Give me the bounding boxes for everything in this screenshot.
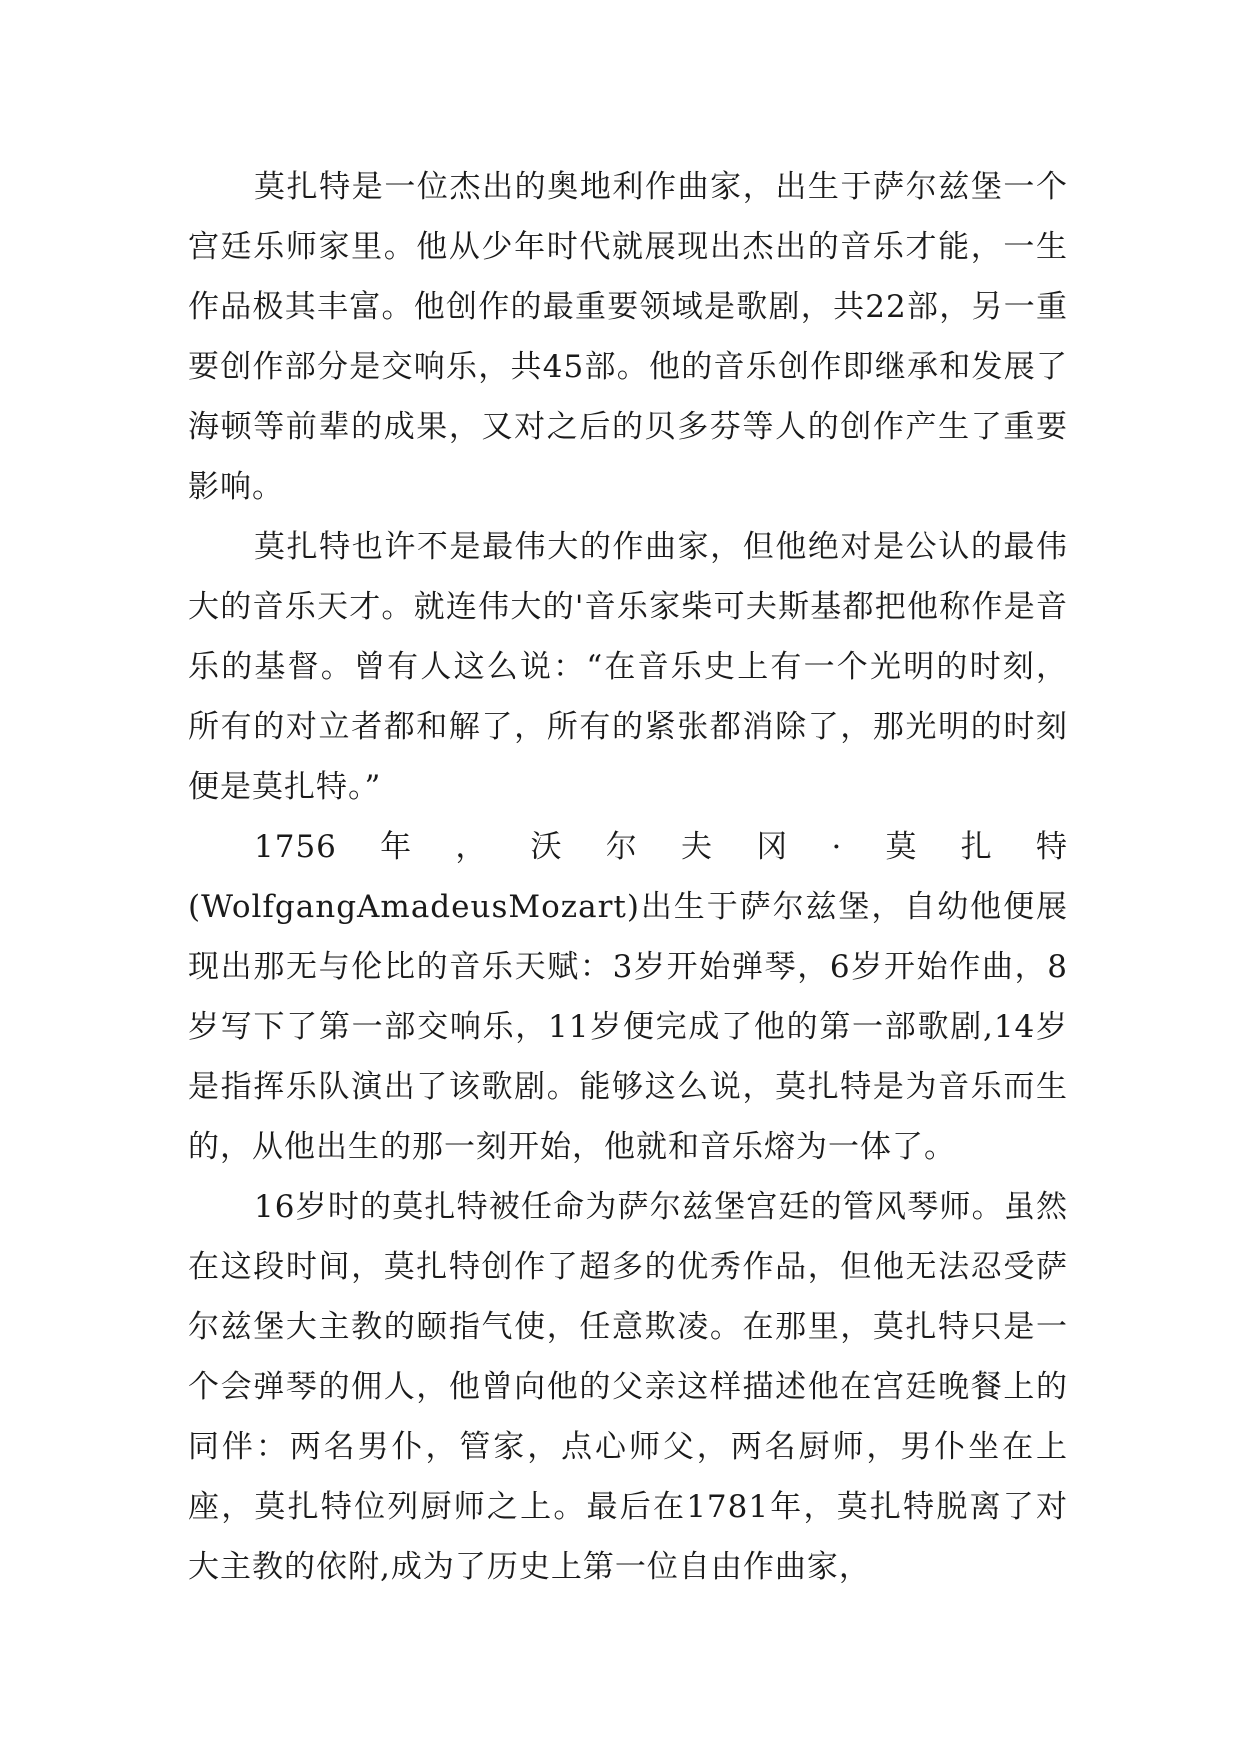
document-body bbox=[188, 157, 1068, 1597]
paragraph: 莫扎特是一位杰出的奥地利作曲家，出生于萨尔兹堡一个宫廷乐师家里。他从少年时代就展现出杰出的音乐才能，一生作品极其丰富。他创作的最重要领域是歌剧，共22部，另一重要创作部分是交响乐，共45部。他的音乐创作即继承和发展了海顿等前辈的成果，又对之后的贝多芬等人的创作产生了重要影响。 bbox=[188, 169, 1068, 505]
paragraph: 16岁时的莫扎特被任命为萨尔兹堡宫廷的管风琴师。虽然在这段时间，莫扎特创作了超多的优秀作品，但他无法忍受萨尔兹堡大主教的颐指气使，任意欺凌。在那里，莫扎特只是一个会弹琴的佣人，他曾向他的父亲这样描述他在宫廷晚餐上的同伴：两名男仆，管家，点心师父，两名厨师，男仆坐在上座，莫扎特位列厨师之上。最后在1781年，莫扎特脱离了对大主教的依附,成为了历史上第一位自由作曲家， bbox=[188, 1189, 1068, 1585]
paragraph: 莫扎特也许不是最伟大的作曲家，但他绝对是公认的最伟大的音乐天才。就连伟大的'音乐家柴可夫斯基都把他称作是音乐的基督。曾有人这么说：“在音乐史上有一个光明的时刻，所有的对立者都和解了，所有的紧张都消除了，那光明的时刻便是莫扎特。” bbox=[188, 529, 1068, 805]
paragraph: 1756年，沃尔夫冈·莫扎特(WolfgangAmadeusMozart)出生于萨尔兹堡，自幼他便展现出那无与伦比的音乐天赋：3岁开始弹琴，6岁开始作曲，8岁写下了第一部交响乐，11岁便完成了他的第一部歌剧,14岁是指挥乐队演出了该歌剧。能够这么说，莫扎特是为音乐而生的，从他出生的那一刻开始，他就和音乐熔为一体了。 bbox=[188, 829, 1068, 1165]
